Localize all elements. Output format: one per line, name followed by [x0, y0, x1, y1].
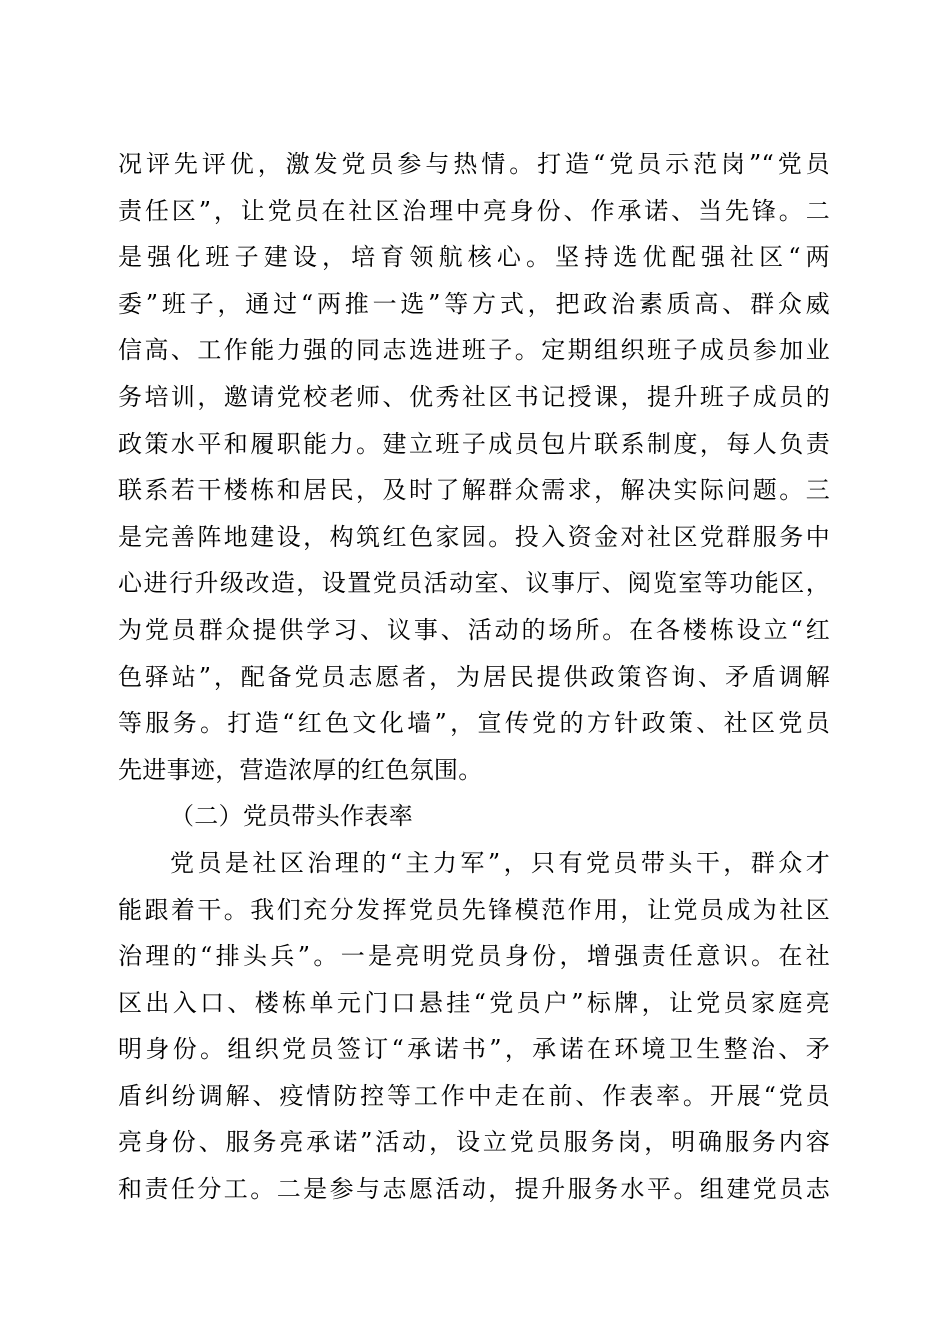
text-line: 委”班子，通过“两推一选”等方式，把政治素质高、群众威: [118, 289, 830, 318]
text-line: 盾纠纷调解、疫情防控等工作中走在前、作表率。开展“党员: [118, 1081, 830, 1110]
body-text: [118, 141, 830, 1213]
text-line: 是完善阵地建设，构筑红色家园。投入资金对社区党群服务中: [118, 522, 830, 551]
text-line: 能跟着干。我们充分发挥党员先锋模范作用，让党员成为社区: [118, 895, 830, 924]
text-line: 联系若干楼栋和居民，及时了解群众需求，解决实际问题。三: [118, 476, 830, 505]
text-line: 等服务。打造“红色文化墙”，宣传党的方针政策、社区党员: [118, 709, 830, 738]
text-line: 况评先评优，激发党员参与热情。打造“党员示范岗”“党员: [118, 150, 830, 178]
text-line: 色驿站”，配备党员志愿者，为居民提供政策咨询、矛盾调解: [118, 662, 830, 691]
text-line: 心进行升级改造，设置党员活动室、议事厅、阅览室等功能区，: [118, 569, 830, 598]
text-line: 明身份。组织党员签订“承诺书”，承诺在环境卫生整治、矛: [118, 1035, 830, 1064]
text-line: 先进事迹，营造浓厚的红色氛围。: [118, 755, 483, 784]
text-line: 亮身份、服务亮承诺”活动，设立党员服务岗，明确服务内容: [118, 1128, 830, 1157]
text-line: 区出入口、楼栋单元门口悬挂“党员户”标牌，让党员家庭亮: [118, 988, 830, 1017]
text-line: 是强化班子建设，培育领航核心。坚持选优配强社区“两: [118, 243, 830, 272]
text-line: 党员是社区治理的“主力军”，只有党员带头干，群众才: [170, 848, 830, 877]
text-line: 为党员群众提供学习、议事、活动的场所。在各楼栋设立“红: [118, 615, 830, 644]
section-heading: （二）党员带头作表率: [170, 802, 413, 831]
text-line: 务培训，邀请党校老师、优秀社区书记授课，提升班子成员的: [118, 382, 830, 411]
text-line: 和责任分工。二是参与志愿活动，提升服务水平。组建党员志: [118, 1175, 830, 1204]
text-line: 治理的“排头兵”。一是亮明党员身份，增强责任意识。在社: [118, 942, 830, 971]
text-line: 信高、工作能力强的同志选进班子。定期组织班子成员参加业: [118, 336, 830, 365]
text-line: 政策水平和履职能力。建立班子成员包片联系制度，每人负责: [118, 429, 830, 458]
text-line: 责任区”，让党员在社区治理中亮身份、作承诺、当先锋。二: [118, 196, 830, 225]
